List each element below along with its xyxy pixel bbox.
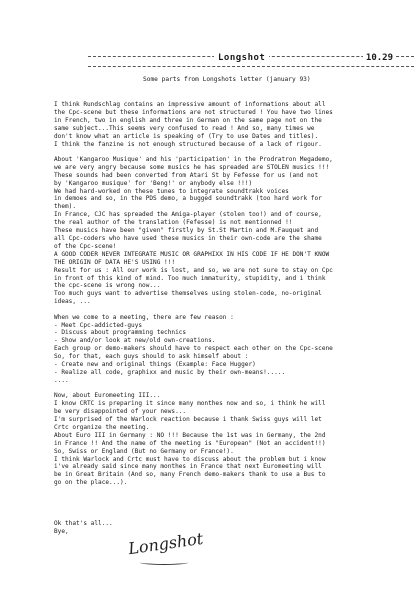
text-line: - Realize all code, graphixx and music by their own-means!..... [54, 369, 286, 376]
letter-subtitle: Some parts from Longshots letter (january 93) [143, 76, 311, 83]
text-line: I think Rundschlag contains an impressive amount of informations about all [54, 101, 326, 108]
text-line: - Create new and original things (Example: Face Hugger) [54, 361, 256, 369]
text-line: the Cpc-scene but these informations are not structured ! You have two lines [54, 108, 333, 116]
text-line: be in Great Britain (And so, many French demo-makers thank to use a Bus to [54, 471, 326, 479]
page-header [88, 52, 414, 70]
paragraph [54, 314, 416, 385]
text-line: of the Cpc-scene! [54, 242, 117, 250]
text-line: THE ORIGIN OF DATA HE'S USING !!! [54, 258, 176, 266]
text-line: Too much guys want to advertise themselves using stolen-code, no-original [54, 290, 322, 298]
text-line: So, Swiss or England (But no Germany or France!). [54, 447, 234, 455]
closing-line: Ok that's all... [54, 520, 113, 527]
header-title: Longshot [214, 53, 269, 63]
closing-line: Bye, [54, 527, 69, 535]
text-line: in France !! And the name of the meeting is "European" (Not an accident!!) [54, 439, 326, 447]
paragraph [54, 156, 416, 306]
text-line: we are very angry because some musics he has spreaded are STOLEN musics !!! [54, 163, 330, 171]
text-line: So, for that, each guys should to ask himself about : [54, 353, 249, 361]
text-line: When we come to a meeting, there are few reason : [54, 313, 234, 321]
text-line: i've already said since many monthes in France that next Euromeeting will [54, 463, 322, 471]
page-number: 10.29 [363, 53, 396, 63]
text-line: in demoes and so, in the PDS demo, a bugged soundtrakk (too hard work for [54, 195, 322, 203]
paragraph [54, 101, 416, 148]
text-line: I think the fanzine is not enough structured because of a lack of rigour. [54, 140, 322, 148]
text-line: ideas, ... [54, 298, 91, 306]
header-rule-bottom [88, 66, 414, 67]
text-line: them). [54, 203, 77, 211]
closing-block [54, 520, 113, 536]
text-line: About Euro III in Germany : NO !!! Because the 1st was in Germany, the 2nd [54, 431, 326, 439]
text-line: About 'Kangaroo Musique' and his 'participation' in the Prodratron Megademo, [54, 155, 333, 163]
text-line: same subject...This seems very confused to read ! And so, many times we [54, 124, 315, 132]
text-line: - Show and/or look at new/old own-creations. [54, 337, 216, 345]
text-line: the real author of the translation (Fefesse) is not mentionned !! [54, 219, 293, 227]
text-line: by 'Kangaroo musique' for 'Beng!' or anybody else !!!) [54, 179, 253, 187]
text-line: Now, about Euromeeting III... [54, 392, 161, 400]
text-line: Each group or demo-makers should have to respect each other on the Cpc-scene [54, 345, 333, 353]
text-line: Result for us : All our work is lost, and so, we are not sure to stay on Cpc [54, 266, 333, 274]
letter-body [54, 101, 416, 495]
text-line: in front of this kind of mind. Too much immaturity, stupidity, and i think [54, 274, 326, 282]
handwritten-signature: Longshot [127, 528, 205, 559]
text-line: don't know what an article is speaking of (Try to use Dates and titles). [54, 132, 319, 140]
text-line: - Meet Cpc-addicted-guys [54, 321, 143, 329]
text-line: A GOOD CODER NEVER INTEGRATE MUSIC OR GRAPHIXX IN HIS CODE IF HE DON'T KNOW [54, 250, 330, 258]
text-line: I'm surprised of the Warlock reaction because i thank Swiss guys will let [54, 416, 322, 424]
signature-underline [140, 560, 188, 565]
text-line: - Discuss about programming technics [54, 329, 187, 337]
text-line: Crtc organize the meeting. [54, 423, 150, 431]
text-line: In France, CJC has spreaded the Amiga-player (stolen too!) and of course, [54, 211, 322, 219]
text-line: the cpc-scene is wrong now... [54, 282, 161, 290]
text-line: be very disappointed of your news... [54, 408, 187, 416]
text-line: These musics have been "given" firstly by St.St Martin and M.Fauquet and [54, 227, 319, 235]
text-line: .... [54, 376, 69, 384]
text-line: These sounds had been converted from Atari St by Fefesse for us (and not [54, 171, 319, 179]
text-line: I know CRTC is preparing it since many monthes now and so, i think he will [54, 400, 326, 408]
text-line: We had hard-worked on these tunes to integrate soundtrakk voices [54, 187, 289, 195]
text-line: all Cpc-coders who have used these musics in their own-code are the shame [54, 235, 322, 242]
paragraph [54, 392, 416, 487]
text-line: I think Warlock and Crtc must have to discuss about the problem but i know [54, 455, 326, 463]
text-line: in French, two in english and three in German on the same page not on the [54, 116, 322, 124]
text-line: go on the place...). [54, 479, 128, 487]
